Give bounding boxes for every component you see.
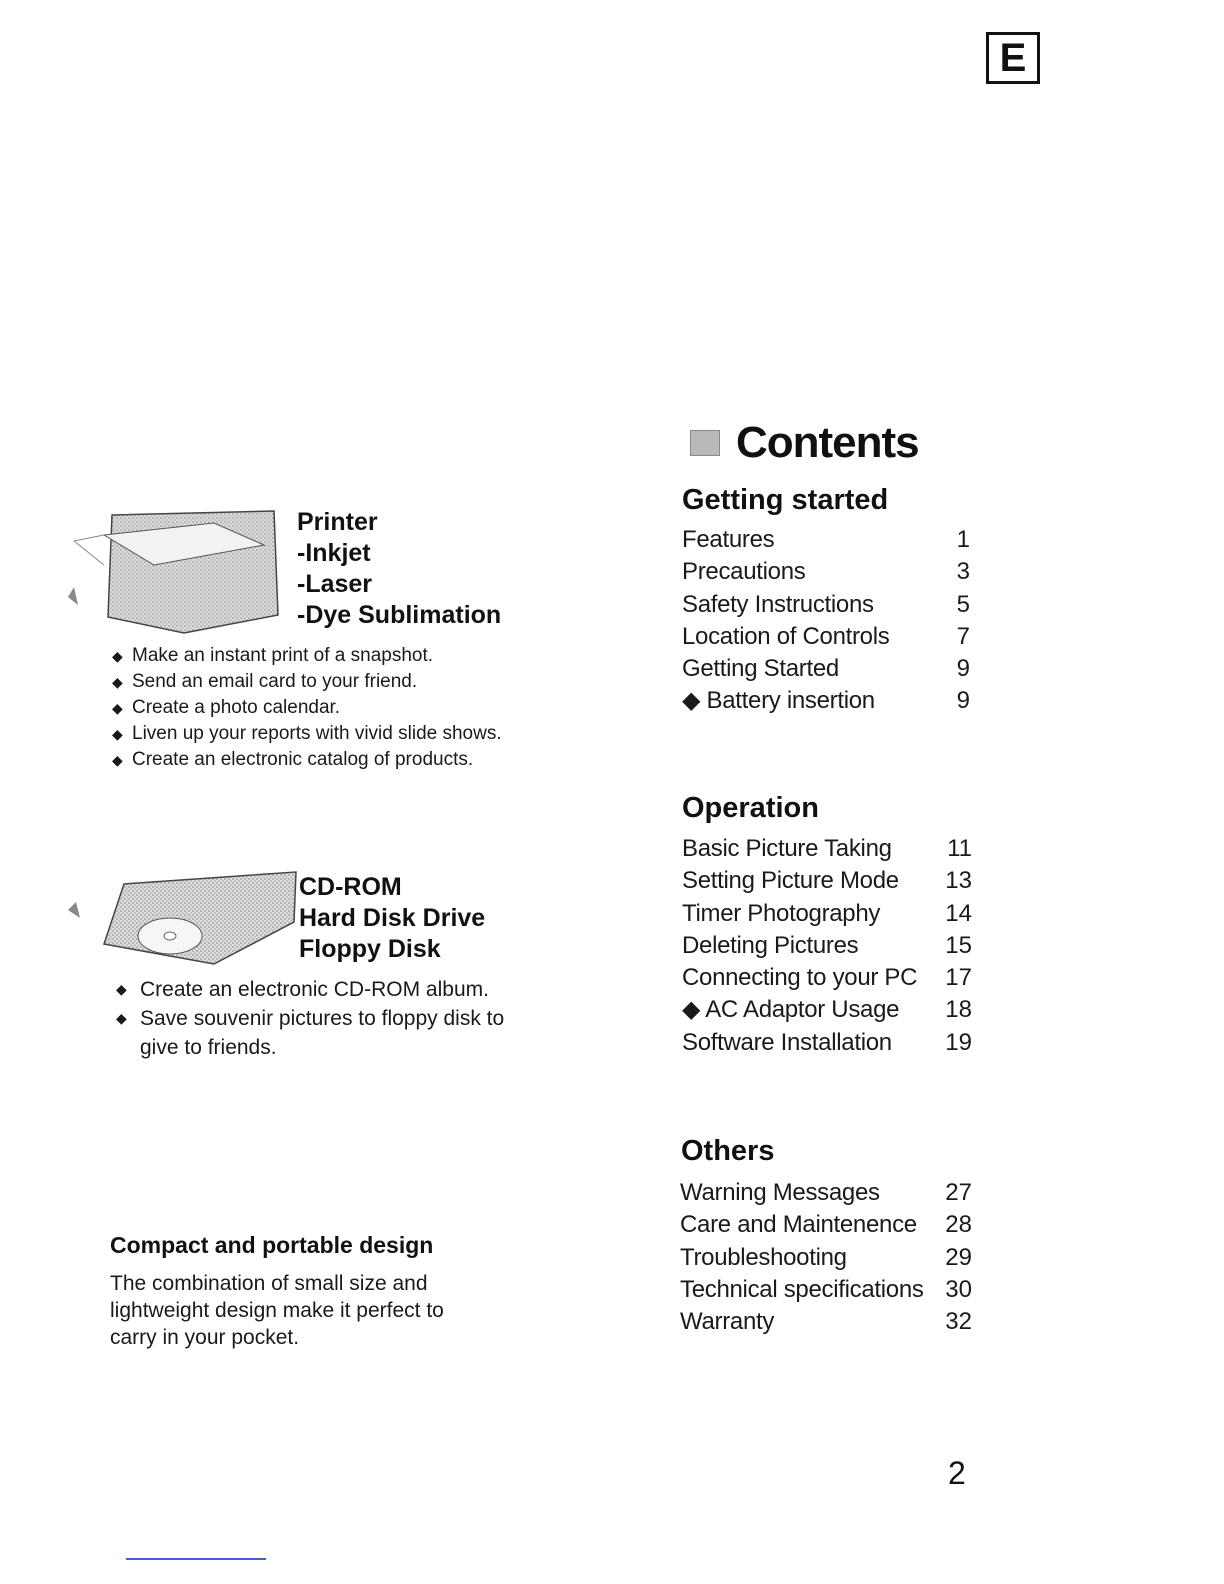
- hard-disk-label: Hard Disk Drive: [299, 904, 486, 932]
- toc-row[interactable]: Features 1: [682, 526, 970, 553]
- toc-row[interactable]: Timer Photography 14: [682, 899, 972, 927]
- printer-icon: [64, 505, 294, 635]
- section-heading-operation: Operation: [682, 792, 819, 824]
- list-item: ◆ Create an electronic catalog of products.: [112, 749, 474, 770]
- toc-row[interactable]: Basic Picture Taking 11: [682, 835, 972, 862]
- drive-label-list: [299, 872, 485, 965]
- drive-bullet-list: [116, 975, 516, 1062]
- list-item: ◆ Create an electronic CD-ROM album.: [116, 978, 489, 1001]
- toc-row[interactable]: Setting Picture Mode 13: [682, 867, 972, 895]
- toc-row[interactable]: Getting Started 9: [682, 655, 970, 683]
- toc-row[interactable]: Location of Controls 7: [682, 622, 970, 650]
- list-item: ◆ Create a photo calendar.: [112, 697, 341, 718]
- cd-rom-label: CD-ROM: [299, 873, 402, 901]
- toc-row[interactable]: Troubleshooting 29: [680, 1243, 972, 1271]
- toc-row[interactable]: Warranty 32: [680, 1308, 972, 1336]
- list-item: ◆ Liven up your reports with vivid slide shows.: [112, 723, 502, 744]
- list-item: ◆ Send an email card to your friend.: [112, 671, 418, 692]
- section-heading-getting-started: Getting started: [682, 484, 889, 516]
- page-number: 2: [948, 1455, 966, 1491]
- dye-sublimation-label: -Dye Sublimation: [297, 601, 502, 629]
- list-item: ◆ Save souvenir pictures to floppy disk to give to friends.: [116, 1007, 505, 1059]
- floppy-disk-label: Floppy Disk: [299, 935, 441, 963]
- toc-row[interactable]: Technical specifications 30: [680, 1275, 972, 1303]
- compact-design-heading: Compact and portable design: [110, 1232, 434, 1258]
- list-item: ◆ Make an instant print of a snapshot.: [112, 645, 434, 666]
- square-bullet-icon: [690, 430, 720, 456]
- toc-others: [680, 1177, 972, 1338]
- toc-row[interactable]: Deleting Pictures 15: [682, 931, 972, 959]
- toc-row[interactable]: Care and Maintenence 28: [680, 1211, 972, 1239]
- toc-row[interactable]: ◆ Battery insertion 9: [682, 687, 970, 715]
- toc-row[interactable]: Safety Instructions 5: [682, 590, 970, 618]
- toc-row[interactable]: Connecting to your PC 17: [682, 964, 972, 992]
- compact-design-text: The combination of small size and lightweight design make it perfect to carry in your pocket.: [110, 1272, 444, 1349]
- printer-label-list: [297, 507, 501, 631]
- printer-bullet-list: [112, 643, 502, 773]
- toc-operation: [682, 833, 972, 1059]
- cd-drive-icon: [64, 866, 300, 968]
- inkjet-label: -Inkjet: [297, 539, 371, 567]
- section-heading-others: Others: [681, 1135, 775, 1167]
- laser-label: -Laser: [297, 570, 373, 598]
- contents-title: Contents: [690, 418, 919, 468]
- toc-row[interactable]: Warning Messages 27: [680, 1179, 972, 1206]
- toc-row[interactable]: Precautions 3: [682, 558, 970, 586]
- printer-label: Printer: [297, 508, 378, 536]
- language-badge: E: [986, 32, 1040, 84]
- footer-divider: [126, 1558, 266, 1560]
- toc-row[interactable]: ◆ AC Adaptor Usage 18: [682, 996, 972, 1024]
- toc-row[interactable]: Software Installation 19: [682, 1028, 972, 1056]
- toc-getting-started: [682, 524, 970, 718]
